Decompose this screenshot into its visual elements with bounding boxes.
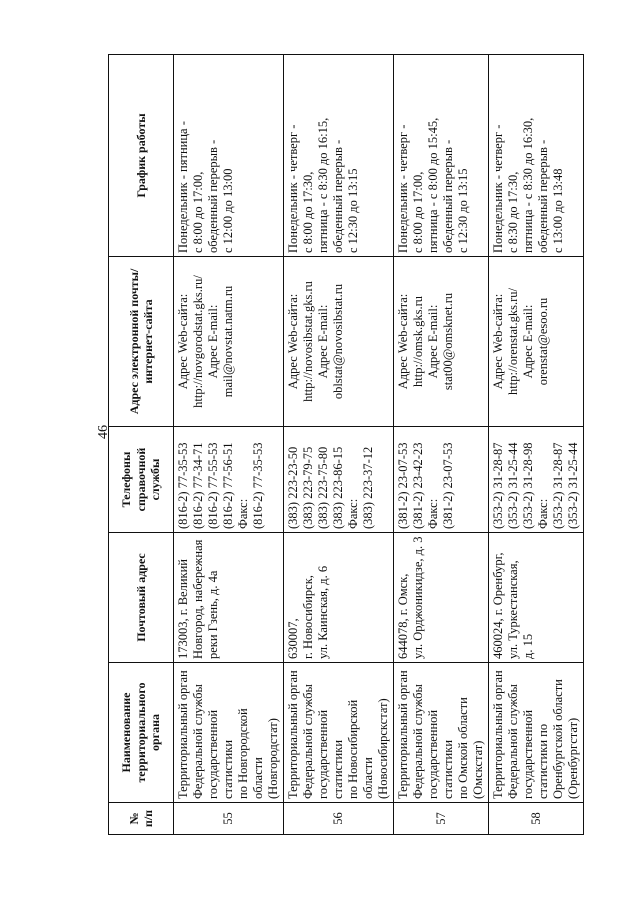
cell-address-line: д. 15 — [521, 633, 535, 659]
header-address: Почтовый адрес — [109, 533, 174, 663]
cell-web — [284, 257, 394, 427]
cell-org — [394, 663, 489, 803]
cell-web-line: Адрес Web-сайта: — [491, 293, 505, 390]
cell-schedule-line: с 8:00 до 17:30, — [301, 171, 315, 253]
cell-address — [284, 533, 394, 663]
cell-schedule-line: с 8:00 до 17:00, — [191, 171, 205, 253]
cell-phones-line: (353-2) 31-28-87 — [491, 442, 505, 529]
header-schedule: График работы — [109, 55, 174, 257]
cell-schedule-line: обеденный перерыв - — [536, 139, 550, 253]
cell-address-line: 644078, г. Омск, — [396, 573, 410, 659]
cell-web-line: http://orenstat.gks.ru/ — [506, 288, 520, 395]
header-web: Адрес электронной почты/ интернет-сайта — [109, 257, 174, 427]
cell-address-line: 173003, г. Великий — [176, 559, 190, 659]
cell-org — [284, 663, 394, 803]
cell-schedule-line: с 13:00 до 13:48 — [551, 168, 565, 253]
cell-org-line: статистики по — [536, 723, 550, 799]
cell-schedule-line: Понедельник - четверг - — [286, 124, 300, 253]
cell-schedule-line: с 8:00 до 17:00, — [411, 171, 425, 253]
cell-org-line: государственной статистики — [316, 709, 345, 799]
cell-phones-line: (383) 223-79-75 — [301, 446, 315, 529]
cell-org-line: Территориальный орган — [286, 670, 300, 799]
cell-org-line: Федеральной службы — [506, 684, 520, 799]
cell-web-line: Адрес Web-сайта: — [396, 293, 410, 390]
cell-phones-line: (353-2) 31-28-87 — [551, 442, 565, 529]
cell-schedule-line: обеденный перерыв - — [331, 139, 345, 253]
cell-org-line: по Новгородской области — [236, 708, 265, 799]
header-num: № п/п — [109, 803, 174, 835]
cell-phones-line: (353-2) 31-25-44 — [566, 442, 580, 529]
cell-web-line: Адрес Web-сайта: — [176, 293, 190, 390]
cell-web-line: oblstat@novosibstat.ru — [331, 283, 345, 400]
cell-web-line: http://novgorodstat.gks.ru/ — [191, 275, 205, 408]
cell-address-line: ул. Каинская, д. 6 — [316, 565, 330, 659]
table-row — [174, 55, 284, 835]
cell-phones-line: Факс: — [346, 498, 360, 529]
cell-phones-line: (816-2) 77-34-71 — [191, 442, 205, 529]
cell-phones-line: (353-2) 31-25-44 — [506, 442, 520, 529]
cell-web — [489, 257, 584, 427]
cell-address-line: 630007, — [286, 618, 300, 659]
cell-phones-line: Факс: — [426, 498, 440, 529]
cell-address-line: 460024, г. Оренбург, — [491, 552, 505, 659]
cell-address — [394, 533, 489, 663]
cell-address-line: Новгород, набережная — [191, 539, 205, 659]
cell-address — [174, 533, 284, 663]
territorial-bodies-table — [108, 54, 584, 835]
table-row — [394, 55, 489, 835]
cell-schedule-line: обеденный перерыв - — [206, 139, 220, 253]
cell-org — [489, 663, 584, 803]
cell-num: 56 — [284, 803, 394, 835]
cell-web-line: http://novosibstat.gks.ru — [301, 281, 315, 402]
cell-org-line: государственной статистики — [206, 709, 235, 799]
cell-org-line: по Новосибирской области — [346, 699, 375, 799]
cell-schedule-line: пятница - с 8:00 до 15:45, — [426, 117, 440, 253]
cell-phones-line: (383) 223-86-15 — [331, 446, 345, 529]
cell-org-line: (Новосибирскстат) — [376, 698, 390, 799]
cell-phones-line: (381-2) 23-42-23 — [411, 442, 425, 529]
page-number: 46 — [96, 425, 111, 439]
cell-address-line: ул. Туркестанская, — [506, 560, 520, 659]
cell-phones-line: (383) 223-23-50 — [286, 446, 300, 529]
cell-web-line: Адрес E-mail: — [426, 304, 440, 379]
cell-org-line: государственной статистики — [426, 709, 455, 799]
cell-schedule — [394, 55, 489, 257]
cell-phones-line: (381-2) 23-07-53 — [441, 442, 455, 529]
cell-schedule-line: обеденный перерыв - — [441, 139, 455, 253]
cell-org-line: Федеральной службы — [301, 684, 315, 799]
cell-org-line: Территориальный орган — [491, 670, 505, 799]
cell-phones-line: (816-2) 77-35-53 — [176, 442, 190, 529]
cell-org-line: (Оренбургстат) — [566, 717, 580, 799]
cell-schedule-line: с 8:30 до 17:30, — [506, 171, 520, 253]
cell-phones-line: (816-2) 77-55-53 — [206, 442, 220, 529]
cell-phones-line: (353-2) 31-28-98 — [521, 442, 535, 529]
cell-phones-line: (816-2) 77-56-51 — [221, 442, 235, 529]
cell-schedule-line: пятница - с 8:30 до 16:30, — [521, 117, 535, 253]
cell-schedule-line: Понедельник - четверг - — [396, 124, 410, 253]
cell-web-line: mail@novstat.natm.ru — [221, 285, 235, 398]
cell-org-line: Федеральной службы — [191, 684, 205, 799]
cell-web-line: Адрес E-mail: — [206, 304, 220, 379]
cell-org-line: государственной — [521, 709, 535, 799]
cell-org-line: (Новгородстат) — [266, 718, 280, 799]
cell-schedule-line: с 12:30 до 13:15 — [456, 168, 470, 253]
cell-num: 58 — [489, 803, 584, 835]
cell-web-line: Адрес E-mail: — [521, 304, 535, 379]
cell-phones-line: (381-2) 23-07-53 — [396, 442, 410, 529]
cell-schedule-line: Понедельник - пятница - — [176, 121, 190, 253]
cell-phones-line: Факс: — [536, 498, 550, 529]
header-phones: Телефоны справочной службы — [109, 427, 174, 533]
cell-schedule — [174, 55, 284, 257]
cell-org-line: по Омской области — [456, 697, 470, 799]
cell-schedule-line: Понедельник - четверг - — [491, 124, 505, 253]
header-org: Наименование территориального органа — [109, 663, 174, 803]
cell-web-line: orenstat@esoo.ru — [536, 297, 550, 386]
table-row — [489, 55, 584, 835]
cell-address-line: ул. Орджоникидзе, д. 3 — [411, 536, 425, 659]
cell-web — [394, 257, 489, 427]
cell-org-line: Территориальный орган — [396, 670, 410, 799]
cell-org-line: (Омскстат) — [471, 740, 485, 799]
cell-schedule-line: с 12:00 до 13:00 — [221, 168, 235, 253]
cell-phones-line: (816-2) 77-35-53 — [251, 442, 265, 529]
cell-schedule-line: с 12:30 до 13:15 — [346, 168, 360, 253]
cell-web-line: Адрес Web-сайта: — [286, 293, 300, 390]
cell-phones — [489, 427, 584, 533]
cell-web-line: stat00@omsknet.ru — [441, 292, 455, 391]
cell-schedule — [284, 55, 394, 257]
cell-num: 55 — [174, 803, 284, 835]
table-row — [284, 55, 394, 835]
cell-address-line: г. Новосибирск, — [301, 575, 315, 659]
table-header-row — [109, 55, 174, 835]
cell-address — [489, 533, 584, 663]
cell-org-line: Оренбургской области — [551, 679, 565, 799]
cell-org-line: Территориальный орган — [176, 670, 190, 799]
rotated-table-container — [108, 55, 580, 835]
cell-schedule — [489, 55, 584, 257]
cell-phones-line: (383) 223-37-12 — [361, 446, 375, 529]
cell-phones — [174, 427, 284, 533]
cell-schedule-line: пятница - с 8:30 до 16:15, — [316, 117, 330, 253]
table-body — [174, 55, 584, 835]
cell-phones — [284, 427, 394, 533]
cell-phones-line: (383) 223-75-80 — [316, 446, 330, 529]
cell-phones-line: Факс: — [236, 498, 250, 529]
cell-org — [174, 663, 284, 803]
cell-web — [174, 257, 284, 427]
cell-phones — [394, 427, 489, 533]
cell-address-line: реки Гзень, д. 4а — [206, 570, 220, 659]
cell-org-line: Федеральной службы — [411, 684, 425, 799]
cell-web-line: Адрес E-mail: — [316, 304, 330, 379]
cell-num: 57 — [394, 803, 489, 835]
cell-web-line: http://omsk.gks.ru — [411, 296, 425, 387]
